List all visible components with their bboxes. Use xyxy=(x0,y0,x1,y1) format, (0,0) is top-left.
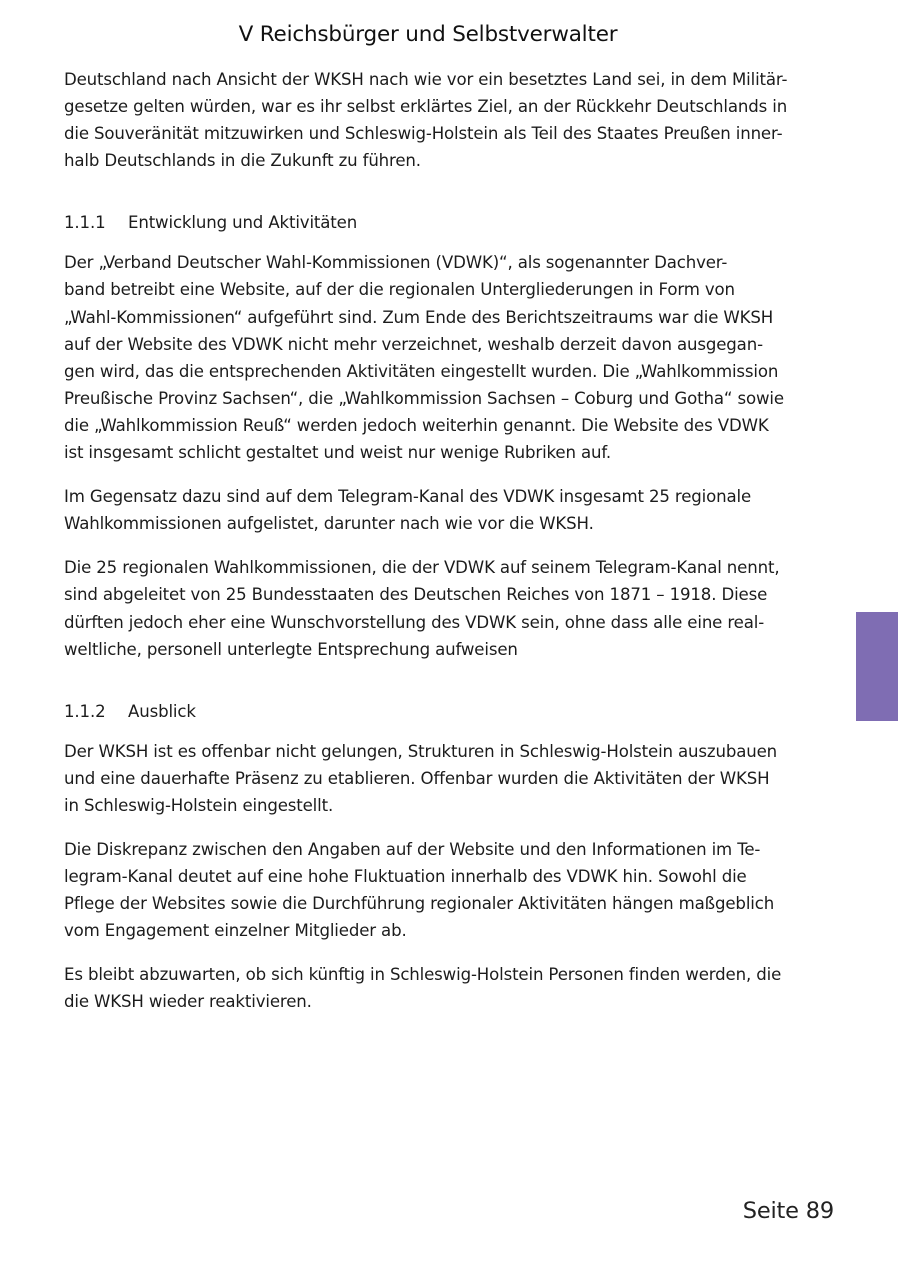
section-number: 1.1.1 xyxy=(64,213,106,233)
text-line: Deutschland nach Ansicht der WKSH nach wie vor ein besetztes Land sei, in dem Militär- xyxy=(64,70,788,89)
text-line: auf der Website des VDWK nicht mehr verzeichnet, weshalb derzeit davon ausgegan- xyxy=(64,334,763,354)
section-title: Ausblick xyxy=(128,701,196,721)
text-line: und eine dauerhafte Präsenz zu etablieren. Offenbar wurden die Aktivitäten der WKSH xyxy=(64,768,770,788)
paragraph xyxy=(64,483,804,537)
running-head: V Reichsbürger und Selbstverwalter xyxy=(238,22,618,47)
text-line: gen wird, das die entsprechenden Aktivitäten eingestellt wurden. Die „Wahlkommission xyxy=(64,361,779,381)
text-line: vom Engagement einzelner Mitglieder ab. xyxy=(64,921,407,941)
section-heading xyxy=(64,212,804,234)
text-line: in Schleswig-Holstein eingestellt. xyxy=(64,795,334,815)
text-line: halb Deutschlands in die Zukunft zu führen. xyxy=(64,151,421,171)
text-line: Die Diskrepanz zwischen den Angaben auf der Website und den Informationen im Te- xyxy=(64,839,761,859)
text-line: Wahlkommissionen aufgelistet, darunter nach wie vor die WKSH. xyxy=(64,514,594,534)
text-line: „Wahl-Kommissionen“ aufgeführt sind. Zum Ende des Berichtszeitraums war die WKSH xyxy=(64,307,774,327)
section-number: 1.1.2 xyxy=(64,701,106,721)
paragraph xyxy=(64,66,804,174)
text-line: die „Wahlkommission Reuß“ werden jedoch weiterhin genannt. Die Website des VDWK xyxy=(64,415,769,435)
chapter-tab-marker xyxy=(856,612,898,721)
text-line: Im Gegensatz dazu sind auf dem Telegram-Kanal des VDWK insgesamt 25 regionale xyxy=(64,487,752,507)
text-line: Es bleibt abzuwarten, ob sich künftig in Schleswig-Holstein Personen finden werden, die xyxy=(64,965,782,985)
text-line: weltliche, personell unterlegte Entsprechung aufweisen xyxy=(64,639,518,659)
text-line: die Souveränität mitzuwirken und Schleswig-Holstein als Teil des Staates Preußen inner- xyxy=(64,124,783,144)
text-line: ist insgesamt schlicht gestaltet und weist nur wenige Rubriken auf. xyxy=(64,443,611,463)
section-title: Entwicklung und Aktivitäten xyxy=(128,213,358,233)
text-line: Die 25 regionalen Wahlkommissionen, die der VDWK auf seinem Telegram-Kanal nennt, xyxy=(64,558,780,578)
text-line: legram-Kanal deutet auf eine hohe Fluktuation innerhalb des VDWK hin. Sowohl die xyxy=(64,867,747,887)
text-line: Preußische Provinz Sachsen“, die „Wahlkommission Sachsen – Coburg und Gotha“ sowie xyxy=(64,388,784,408)
text-line: Der „Verband Deutscher Wahl-Kommissionen (VDWK)“, als sogenannter Dachver- xyxy=(64,253,728,273)
text-line: dürften jedoch eher eine Wunschvorstellung des VDWK sein, ohne dass alle eine real- xyxy=(64,612,765,632)
text-line: sind abgeleitet von 25 Bundesstaaten des Deutschen Reiches von 1871 – 1918. Diese xyxy=(64,585,768,605)
paragraph xyxy=(64,836,804,944)
paragraph xyxy=(64,961,804,1015)
paragraph xyxy=(64,554,804,662)
text-line: band betreibt eine Website, auf der die regionalen Untergliederungen in Form von xyxy=(64,280,735,300)
document-body xyxy=(64,66,804,1016)
paragraph xyxy=(64,738,804,819)
text-line: die WKSH wieder reaktivieren. xyxy=(64,992,312,1012)
page-number: Seite 89 xyxy=(742,1198,834,1224)
text-line: Pflege der Websites sowie die Durchführung regionaler Aktivitäten hängen maßgeblich xyxy=(64,894,775,914)
paragraph xyxy=(64,249,804,466)
text-line: Der WKSH ist es offenbar nicht gelungen, Strukturen in Schleswig-Holstein auszubauen xyxy=(64,741,778,761)
text-line: gesetze gelten würden, war es ihr selbst erklärtes Ziel, an der Rückkehr Deutschlands in xyxy=(64,97,788,117)
section-heading xyxy=(64,701,804,723)
